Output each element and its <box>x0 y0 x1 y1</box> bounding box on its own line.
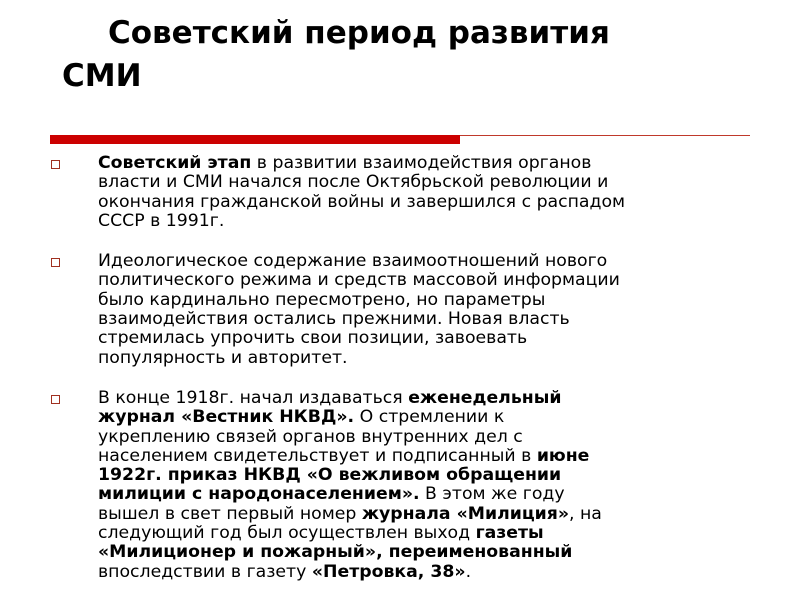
bullet-item <box>51 154 741 231</box>
text-run: населением свидетельствует и подписанный в <box>98 445 537 466</box>
bold-text-run: журнала «Милиция» <box>361 503 570 524</box>
slide-title-line-1: Советский период развития <box>108 15 610 51</box>
text-line <box>98 389 741 408</box>
text-line <box>98 485 741 504</box>
bullet-text <box>98 389 741 582</box>
text-line <box>98 447 741 466</box>
text-line <box>98 428 741 447</box>
bullet-item <box>51 252 741 368</box>
text-line <box>98 349 741 368</box>
bold-text-run: Советский этап <box>98 153 252 173</box>
text-run: Идеологическое содержание взаимоотношений нового <box>98 251 608 272</box>
text-run: О стремлении к <box>354 407 505 428</box>
text-line <box>98 271 741 290</box>
text-run: вышел в свет первый номер <box>98 503 362 524</box>
bold-text-run: 1922г. приказ НКВД «О вежливом обращении <box>98 465 562 486</box>
text-line <box>98 408 741 427</box>
title-accent-bar <box>50 135 460 144</box>
bold-text-run: газеты <box>475 523 544 544</box>
text-run: следующий год был осуществлен выход <box>98 523 476 544</box>
text-run: В конце 1918г. начал издаваться <box>98 387 409 408</box>
text-line <box>98 329 741 348</box>
bold-text-run: журнал «Вестник НКВД». <box>98 407 355 428</box>
hollow-square-bullet-icon <box>51 395 60 404</box>
text-run: впоследствии в газету <box>98 561 312 582</box>
text-run: популярность и авторитет. <box>98 347 348 368</box>
text-line <box>98 193 741 212</box>
text-line <box>98 505 741 524</box>
text-run: взаимодействия остались прежними. Новая власть <box>98 309 570 330</box>
text-line <box>98 543 741 562</box>
text-line <box>98 563 741 582</box>
bold-text-run: «Петровка, 38» <box>311 561 466 582</box>
bullet-item <box>51 389 741 582</box>
bullet-text <box>98 154 741 231</box>
text-run: В этом же году <box>419 484 565 505</box>
text-run: было кардинально пересмотрено, но параметры <box>98 289 546 310</box>
slide-body <box>51 154 741 600</box>
text-line <box>98 291 741 310</box>
text-line <box>98 310 741 329</box>
text-line <box>98 466 741 485</box>
bold-text-run: июне <box>536 445 590 466</box>
hollow-square-bullet-icon <box>51 258 60 267</box>
text-run: в развитии взаимодействия органов <box>251 153 592 173</box>
text-line <box>98 154 741 173</box>
text-line <box>98 252 741 271</box>
text-line <box>98 212 741 231</box>
text-run: . <box>465 561 472 582</box>
slide-title-line-2: СМИ <box>62 58 142 94</box>
text-run: политического режима и средств массовой информации <box>98 270 620 291</box>
bold-text-run: еженедельный <box>408 387 562 408</box>
slide-title <box>62 12 762 98</box>
hollow-square-bullet-icon <box>51 160 60 169</box>
text-line <box>98 524 741 543</box>
text-run: СССР в 1991г. <box>98 210 225 231</box>
text-run: окончания гражданской войны и завершился с распадом <box>98 191 626 212</box>
bold-text-run: милиции с народонаселением». <box>98 484 420 505</box>
text-run: власти и СМИ начался после Октябрьской революции и <box>98 172 609 193</box>
text-line <box>98 173 741 192</box>
text-run: стремилась упрочить свои позиции, завоевать <box>98 328 528 349</box>
bullet-text <box>98 252 741 368</box>
text-run: укреплению связей органов внутренних дел с <box>98 426 523 447</box>
bold-text-run: «Милиционер и пожарный», переименованный <box>98 542 573 563</box>
text-run: , на <box>569 503 602 524</box>
